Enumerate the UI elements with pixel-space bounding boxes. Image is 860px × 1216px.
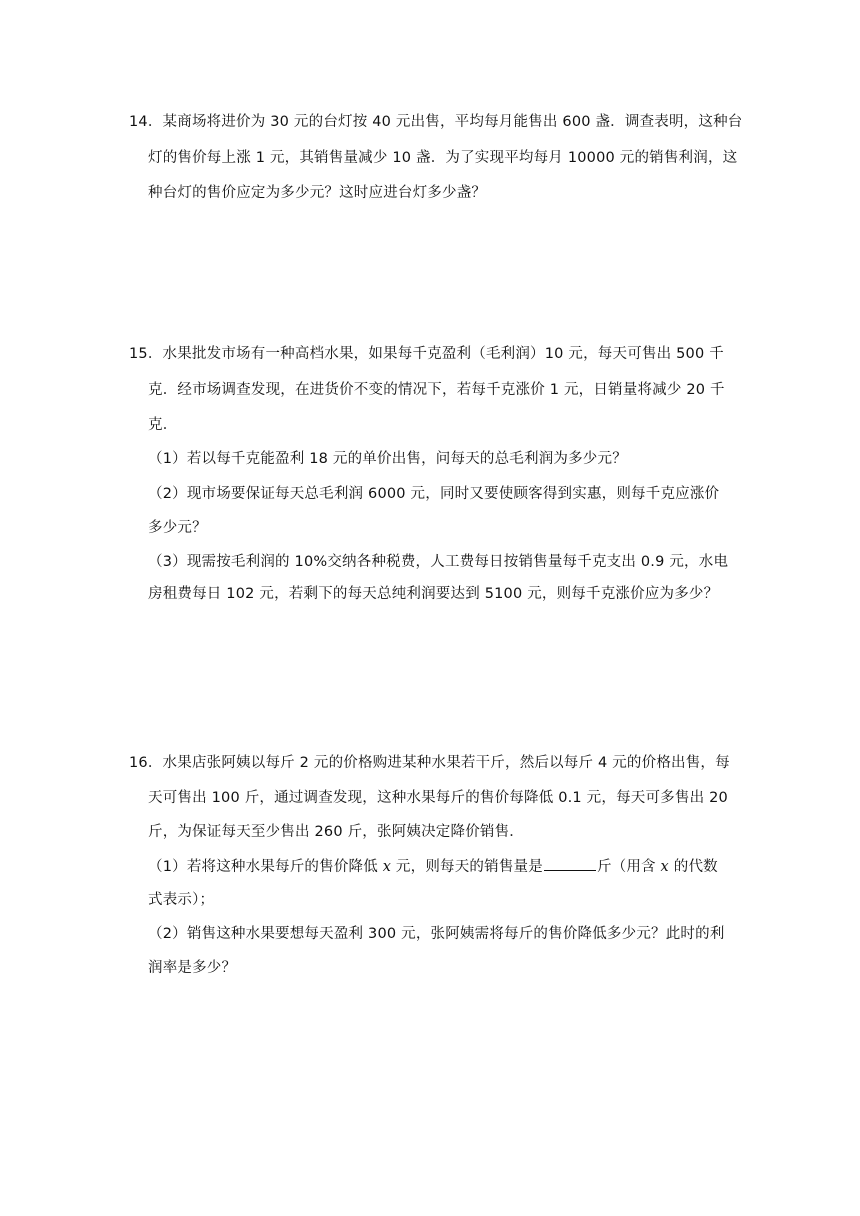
part-1-text-d: 的代数 [668, 859, 718, 875]
problem-14-line-2: 灯的售价每上涨 1 元，其销售量减少 10 盏．为了实现平均每月 10000 元的销售利润，这 [148, 150, 738, 166]
problem-16-line-1: 16．水果店张阿姨以每斤 2 元的价格购进某种水果若干斤，然后以每斤 4 元的价格出售，每 [129, 755, 730, 771]
problem-14-line-1: 14．某商场将进价为 30 元的台灯按 40 元出售，平均每月能售出 600 盏．调查表明，这种台 [129, 114, 743, 130]
answer-blank[interactable] [544, 856, 596, 871]
problem-16-line-3: 斤，为保证每天至少售出 260 斤，张阿姨决定降价销售． [148, 824, 524, 840]
problem-15-part-1: （1）若以每千克能盈利 18 元的单价出售，问每天的总毛利润为多少元？ [148, 451, 627, 467]
problem-15-part-3-line-1: （3）现需按毛利润的 10%交纳各种税费，人工费每日按销售量每千克支出 0.9 元，水电 [148, 554, 729, 570]
problem-15-line-1: 15．水果批发市场有一种高档水果，如果每千克盈利（毛利润）10 元，每天可售出 500 千 [129, 346, 724, 362]
problem-16-part-2-line-1: （2）销售这种水果要想每天盈利 300 元，张阿姨需将每斤的售价降低多少元？此时的利 [148, 926, 725, 942]
part-1-text-a: （1）若将这种水果每斤的售价降低 [148, 859, 383, 875]
problem-16-part-1-line-2: 式表示）； [148, 892, 215, 908]
problem-15-part-3-line-2: 房租费每日 102 元，若剩下的每天总纯利润要达到 5100 元，则每千克涨价应为多少？ [148, 586, 719, 602]
problem-16-part-2-line-2: 润率是多少？ [148, 960, 237, 976]
problem-15-line-2: 克．经市场调查发现，在进货价不变的情况下，若每千克涨价 1 元，日销量将减少 20 千 [148, 382, 725, 398]
problem-14-line-3: 种台灯的售价应定为多少元？这时应进台灯多少盏？ [148, 185, 487, 201]
variable-x: x [382, 859, 392, 875]
problem-15-part-2-line-2: 多少元？ [148, 520, 207, 536]
part-1-text-b: 元，则每天的销售量是 [391, 859, 543, 875]
problem-16-part-1-line-1 [148, 856, 718, 877]
problem-15-line-3: 克． [148, 417, 178, 433]
variable-x: x [660, 859, 669, 875]
problem-15-part-2-line-1: （2）现市场要保证每天总毛利润 6000 元，同时又要使顾客得到实惠，则每千克应涨价 [148, 486, 720, 502]
problem-16-line-2: 天可售出 100 斤，通过调查发现，这种水果每斤的售价每降低 0.1 元，每天可多售出 20 [148, 790, 728, 806]
part-1-text-c: 斤（用含 [596, 859, 661, 875]
